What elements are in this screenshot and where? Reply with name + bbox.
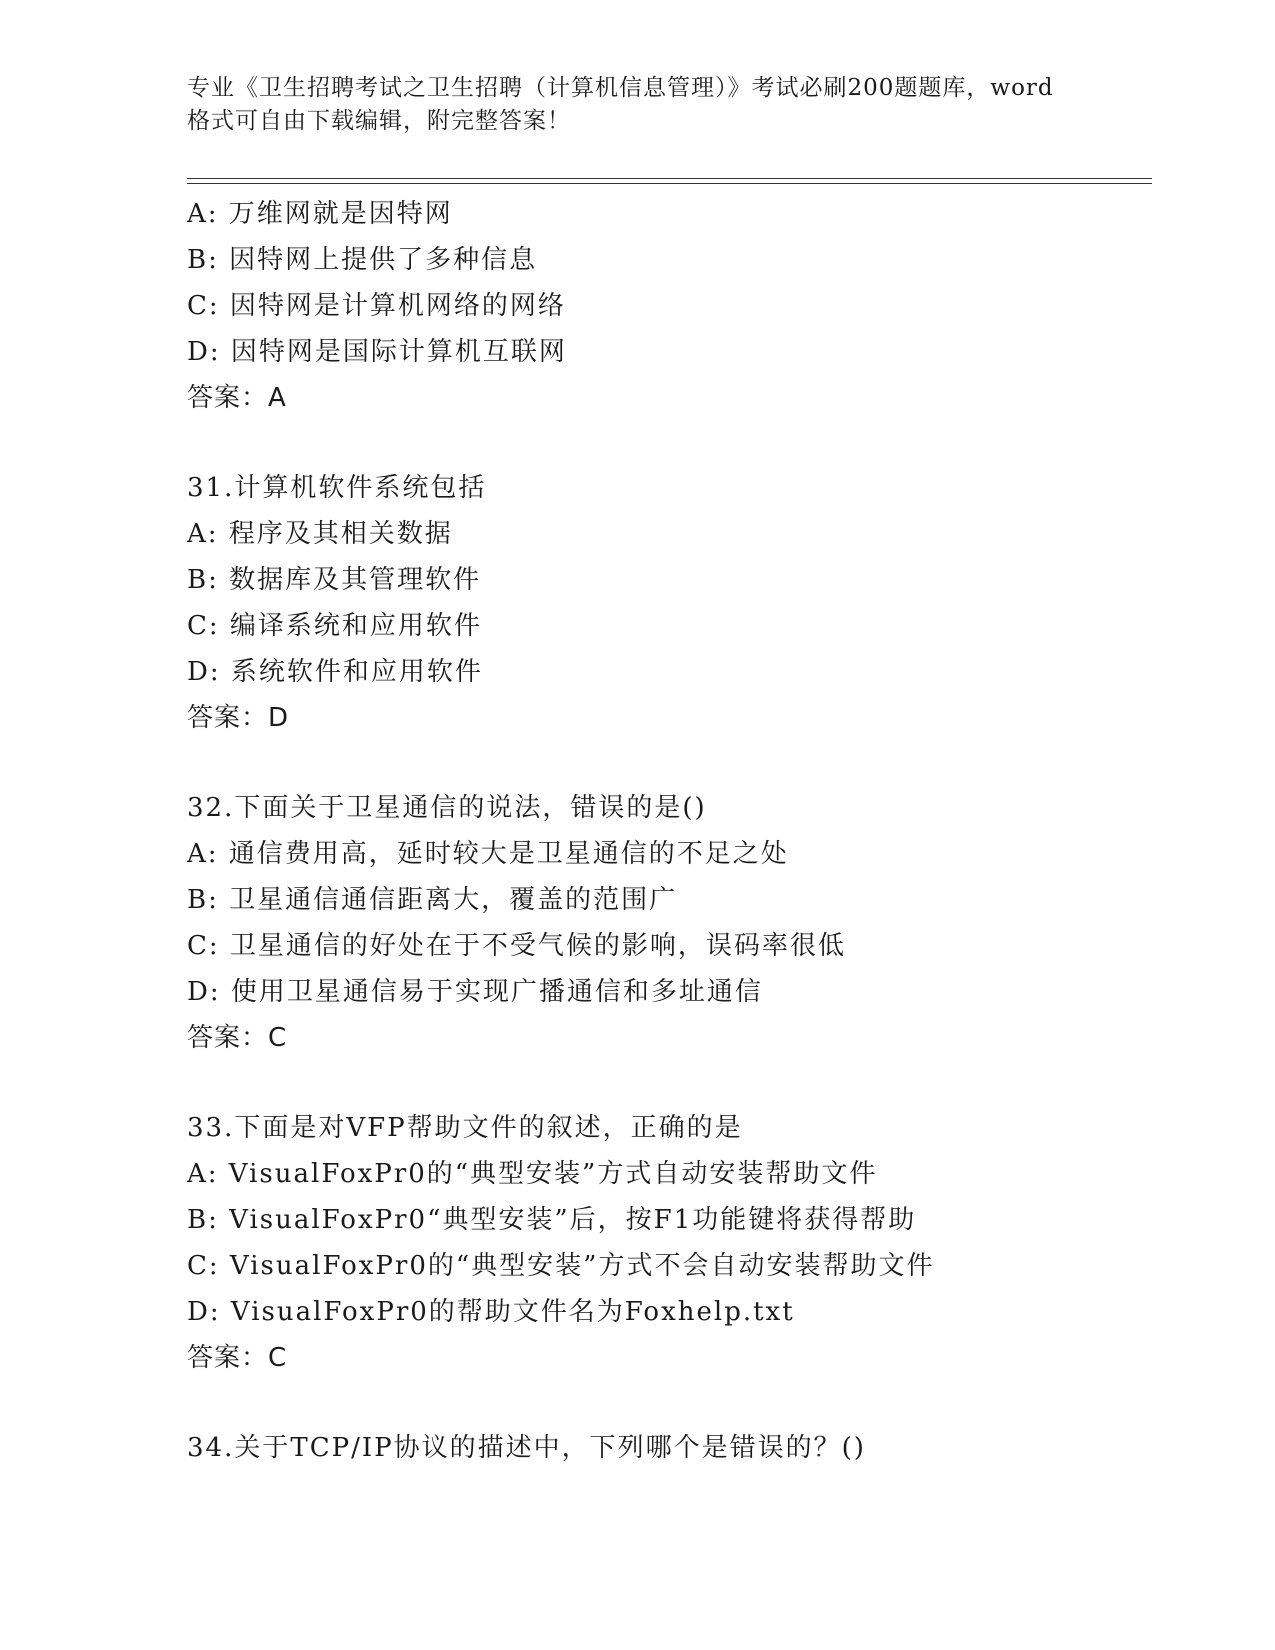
question-title: 33.下面是对VFP帮助文件的叙述，正确的是 — [187, 1113, 743, 1143]
option-b: B: 数据库及其管理软件 — [187, 565, 482, 595]
question-block-33 — [187, 1105, 1147, 1381]
question-list — [187, 191, 1147, 1471]
spacer — [187, 741, 1147, 785]
option-c: C: 因特网是计算机网络的网络 — [187, 291, 566, 321]
question-title: 31.计算机软件系统包括 — [187, 473, 487, 503]
question-block-30 — [187, 191, 1147, 421]
header-line-2: 格式可自由下载编辑，附完整答案！ — [187, 108, 571, 134]
option-b: B: 因特网上提供了多种信息 — [187, 245, 538, 275]
option-c: C: 卫星通信的好处在于不受气候的影响，误码率很低 — [187, 931, 846, 961]
question-block-31 — [187, 465, 1147, 741]
spacer — [187, 421, 1147, 465]
option-d: D: 使用卫星通信易于实现广播通信和多址通信 — [187, 977, 763, 1007]
option-b: B: 卫星通信通信距离大，覆盖的范围广 — [187, 885, 678, 915]
answer-line: 答案：C — [187, 1343, 288, 1373]
option-a: A: 通信费用高，延时较大是卫星通信的不足之处 — [187, 839, 789, 869]
document-header — [187, 72, 1087, 138]
option-a: A: 万维网就是因特网 — [187, 199, 453, 229]
answer-line: 答案：A — [187, 383, 287, 413]
option-d: D: VisualFoxPr0的帮助文件名为Foxhelp.txt — [187, 1297, 795, 1327]
spacer — [187, 1381, 1147, 1425]
option-c: C: 编译系统和应用软件 — [187, 611, 482, 641]
header-divider-top — [187, 178, 1152, 179]
option-a: A: 程序及其相关数据 — [187, 519, 453, 549]
option-c: C: VisualFoxPr0的“典型安装”方式不会自动安装帮助文件 — [187, 1251, 935, 1281]
header-divider-bottom — [187, 183, 1152, 184]
question-title: 32.下面关于卫星通信的说法，错误的是() — [187, 793, 707, 823]
answer-line: 答案：D — [187, 703, 290, 733]
header-line-1: 专业《卫生招聘考试之卫生招聘（计算机信息管理）》考试必刷200题题库，word — [187, 75, 1054, 101]
question-block-34 — [187, 1425, 1147, 1471]
option-d: D: 因特网是国际计算机互联网 — [187, 337, 567, 367]
question-block-32 — [187, 785, 1147, 1061]
answer-line: 答案：C — [187, 1023, 288, 1053]
question-title: 34.关于TCP/IP协议的描述中，下列哪个是错误的？() — [187, 1433, 866, 1463]
spacer — [187, 1061, 1147, 1105]
option-d: D: 系统软件和应用软件 — [187, 657, 483, 687]
option-a: A: VisualFoxPr0的“典型安装”方式自动安装帮助文件 — [187, 1159, 878, 1189]
option-b: B: VisualFoxPr0“典型安装”后，按F1功能键将获得帮助 — [187, 1205, 917, 1235]
